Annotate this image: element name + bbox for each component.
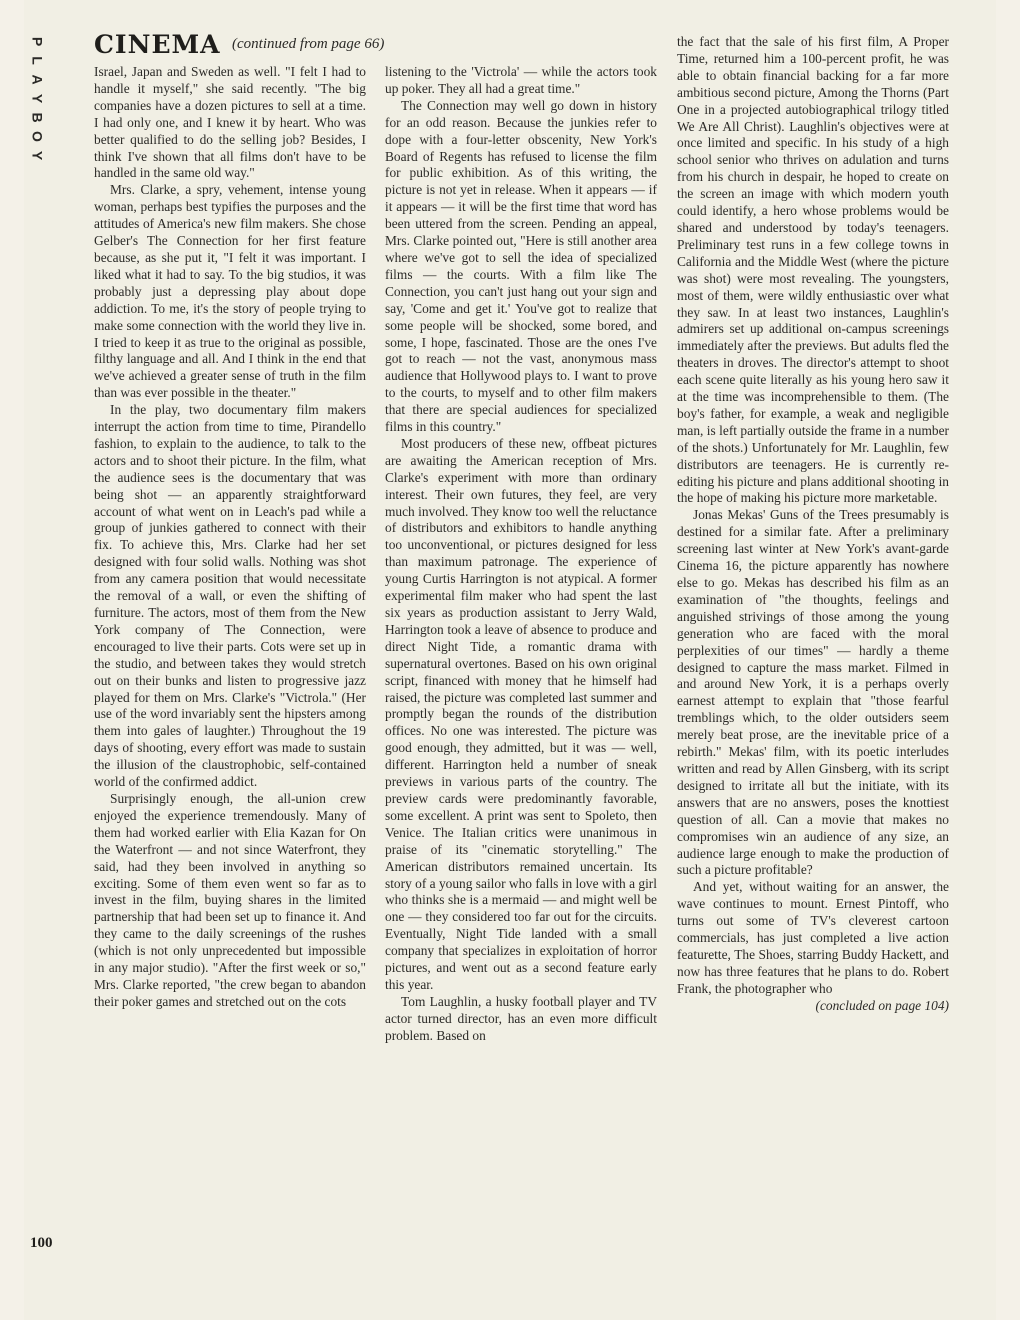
column-3 <box>677 34 949 1015</box>
paragraph: Tom Laughlin, a husky football player and TV actor turned director, has an even more difficult problem. Based on <box>385 993 657 1043</box>
magazine-letter: Y <box>29 150 46 165</box>
paragraph: And yet, without waiting for an answer, the wave continues to mount. Ernest Pintoff, who turns out some of TV's cleverest cartoon commercials, has just completed a live action featurette, The Shoes, starring Buddy Hackett, and now has three features that he plans to do. Robert Frank, the photographer who <box>677 879 949 996</box>
magazine-letter: B <box>29 112 46 127</box>
paragraph: Most producers of these new, offbeat pictures are awaiting the American reception of Mrs. Clarke's experiment with more than ordinary interest. Their own futures, they feel, are very much involved. They know too well the reluctance of distributors and exhibitors to handle anything too unconventional, or pictures designed for less than maximum patronage. The experience of young Curtis Harrington is not atypical. A former experimental film maker who had spent the last six years as production assistant to Jerry Wald, Harrington took a leave of absence to produce and direct Night Tide, a romantic drama with supernatural overtones. Based on his own original script, financed with money that he himself had raised, the picture was completed last summer and promptly began the rounds of the distribution offices. No one was interested. The picture was good enough, they admitted, but it was — well, different. Harrington held a number of sneak previews in various parts of the country. The preview cards were predominantly favorable, some excellent. A print was sent to Spoleto, then Venice. The Italian critics were unanimous in praise of its "cinematic storytelling." The American distributors remained uncertain. Its story of a young sailor who falls in love with a girl who thinks she is a mermaid — and might well be one — they considered too far out for the circuits. Eventually, Night Tide landed with a small company that specializes in exploitation of horror pictures, and went out as a second feature early this year. <box>385 435 657 992</box>
magazine-letter: Y <box>29 93 46 108</box>
paragraph: Jonas Mekas' Guns of the Trees presumably is destined for a similar fate. After a preliminary screening last winter at New York's avant-garde Cinema 16, the picture apparently has nowhere else to go. Mekas has described his film as an examination of "the thoughts, feelings and anguished strivings of those among the young generation who are faced with the moral perplexities of our times" — hardly a theme designed to capture the mass market. Filmed in and around New York, it is a perhaps overly earnest attempt to explain that "those fearful tremblings which, to the older outsiders seem merely beat prose, are the inevitable price of a rebirth." Mekas' film, with its poetic interludes written and read by Allen Ginsberg, with its script designed to irritate all but the initiate, with its answers that are no answers, poses the knottiest question of all. Can a movie that makes no compromises win an audience of any size, an audience large enough to make the production of such a picture profitable? <box>677 507 949 878</box>
magazine-letter: O <box>29 131 46 146</box>
paragraph: listening to the 'Victrola' — while the actors took up poker. They all had a great time." <box>385 64 657 96</box>
paragraph: The Connection may well go down in history for an odd reason. Because the junkies refer to dope with a four-letter obscenity, New York's Board of Regents has refused to license the film for public exhibition. As of this writing, the picture is not yet in release. When it appears — if it appears — it will be the first time that word has been uttered from the screen. Pending an appeal, Mrs. Clarke pointed out, "Here is still another area where we've got to sell the idea of specialized films — the courts. With a film like The Connection, you can't just hang out your sign and say, 'Come and get it.' You've got to realize that some people will be shocked, some bored, and some, I hope, fascinated. Those are the ones I've got to reach — not the vast, anonymous mass audience that Hollywood plays to. I want to prove to the courts, to myself and to other film makers that there are special audiences for specialized films in this country." <box>385 97 657 435</box>
concluded-note: (concluded on page 104) <box>815 997 949 1013</box>
page-number: 100 <box>30 1235 53 1251</box>
column-2 <box>385 64 657 1045</box>
paragraph: Israel, Japan and Sweden as well. "I felt I had to handle it myself," she said recently. "The big companies have a dozen pictures to sell at a time. I had only one, and I knew it by heart. Who was better qualified to do the selling job? Besides, I think I've shown that all films don't have to be handled in the same old way." <box>94 64 366 181</box>
paragraph: Mrs. Clarke, a spry, vehement, intense young woman, perhaps best typifies the purposes and the attitudes of America's new film makers. She chose Gelber's The Connection for her first feature because, as she put it, "I felt it was important. I liked what it had to say. To the big studios, it was probably just a depressing play about dope addiction. To me, it's the story of people trying to make some connection with the world they live in. I tried to keep it as true to the original as possible, filthy language and all. And I think in the end that we've achieved a greater sense of truth in the film than was ever possible in the theater." <box>94 182 366 401</box>
column-1 <box>94 64 366 1011</box>
magazine-letter: P <box>29 36 46 51</box>
section-title: CINEMA <box>94 30 221 59</box>
magazine-name-vertical <box>27 34 47 167</box>
paragraph: Surprisingly enough, the all-union crew enjoyed the experience tremendously. Many of them had worked earlier with Elia Kazan for On the Waterfront — and not since Waterfront, they said, had they been involved in anything so exciting. Some of them even went so far as to invest in the film, buying shares in the limited partnership that had been set up to finance it. And they came to the daily screenings of the rushes (which is not only unprecedented but impossible in any major studio). "After the first week or so," Mrs. Clarke reported, "the crew began to abandon their poker games and stretched out on the cots <box>94 790 366 1009</box>
continued-note: (continued from page 66) <box>232 36 385 52</box>
magazine-letter: L <box>29 56 46 69</box>
paragraph: In the play, two documentary film makers interrupt the action from time to time, Pirandello fashion, to explain to the audience, to talk to the actors and to shoot their picture. In the film, what the audience sees is the documentary that was being shot — an apparently straightforward account of what went on in Leach's pad while a group of junkies gathered to connect with their fix. To achieve this, Mrs. Clarke had her set designed with four solid walls. Nothing was shot from any camera position that would necessitate the removal of a wall, or even the shifting of furniture. The actors, most of them from the New York company of The Connection, were encouraged to live their parts. Cots were set up in the studio, and between takes they would stretch out on their bunks and listen to progressive jazz played for them on Mrs. Clarke's "Victrola." (Her use of the word invariably sent the hipsters among them into gales of laughter.) Throughout the 19 days of shooting, every effort was made to sustain the illusion of the claustrophobic, self-contained world of the confirmed addict. <box>94 402 366 790</box>
paragraph: the fact that the sale of his first film, A Proper Time, returned him a 100-percent profit, he was able to obtain financial backing for a far more ambitious second picture, Among the Thorns (Part One in a projected autobiographical trilogy titled We Are All Christ). Laughlin's objectives were at once limited and specific. In his study of a high school senior who thrives on adulation and turns from his church in despair, he hoped to create on the screen an image with which modern youth could identify, a hero whose problems would be shared and understood by today's teenagers. Preliminary test runs in a few college towns in California and the Middle West (where the picture was shot) were most revealing. The youngsters, most of them, were wildly enthusiastic over what they saw. In at least two instances, Laughlin's admirers set up additional on-campus screenings immediately after the previews. But adults fled the theaters in droves. The director's attempt to shoot each scene quite literally as his young hero saw it at the time was incomprehensible to them. (The boy's father, for example, a weak and negligible man, is left partially outside the frame in a number of the shots.) Unfortunately for Mr. Laughlin, few distributors are teenagers. He is currently re-editing his picture and plans additional shooting in the hope of making his picture more marketable. <box>677 34 949 506</box>
magazine-letter: A <box>29 74 46 89</box>
